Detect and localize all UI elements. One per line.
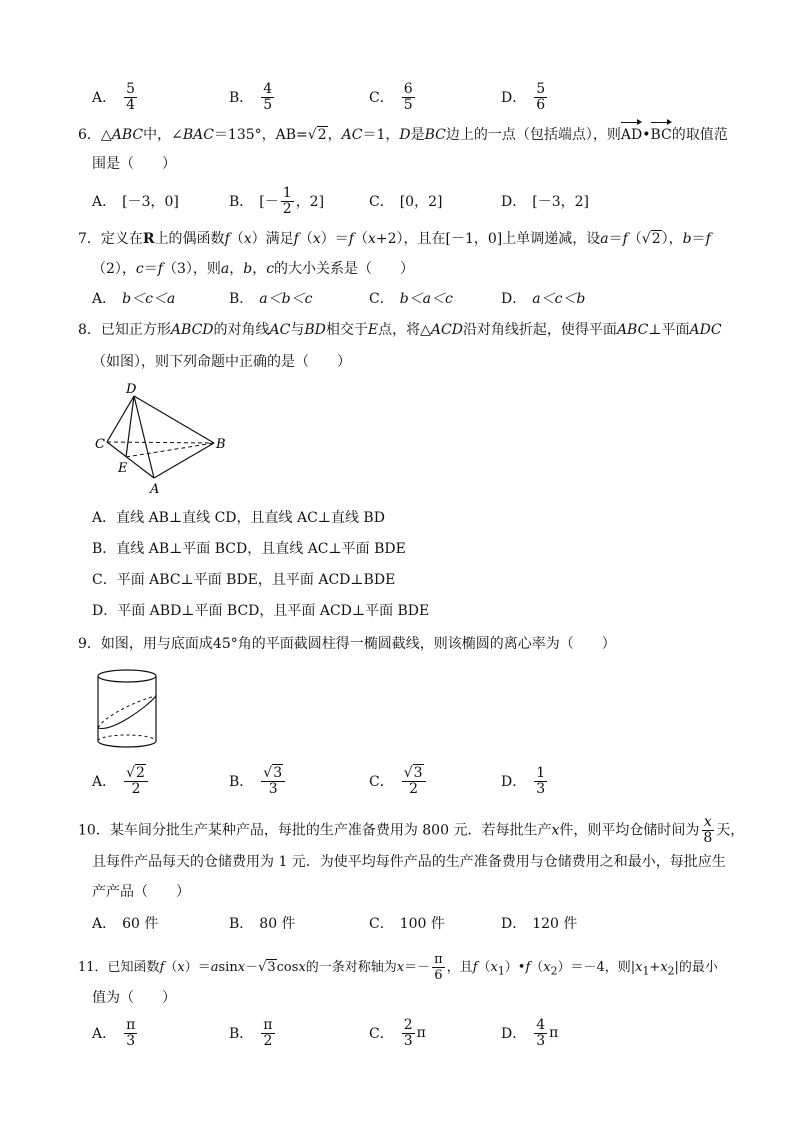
option-label: C． [369, 194, 394, 210]
option-label: C． [369, 90, 394, 106]
q7-option-c[interactable]: C． b＜a＜c [369, 281, 453, 315]
option-label: A． [92, 916, 117, 932]
q6-options [92, 184, 712, 218]
fraction: $\frac{√3}{2}$ [402, 766, 426, 797]
option-label: B． [229, 1026, 254, 1042]
q9-options [92, 764, 712, 798]
q5-option-c[interactable] [369, 80, 417, 114]
q8-stem-line1: 8．已知正方形ABCD的对角线AC与BD相交于E点，将△ACD沿对角线折起，使得平面ABC⊥平面ADC [78, 322, 722, 338]
question-number: 11． [78, 960, 108, 975]
fraction: $\frac{1}{2}$ [282, 184, 292, 217]
label-e: E [118, 461, 128, 476]
label-d: D [126, 382, 137, 397]
fraction: $\frac{x}{8}$ [703, 814, 713, 846]
q11-stem-line1: 11．已知函数f（x）＝asinx－√3cosx的一条对称轴为x＝－ $\frac{\pi}{6}$ ，且$f(x_1)•f(x_2)=-4$，则$|x_1+x_2|$的最小 [78, 952, 718, 983]
fraction: $\frac{\pi}{3}$ [126, 1016, 136, 1049]
q7-option-a[interactable]: A． b＜c＜a [92, 281, 175, 315]
q11-option-b[interactable] [229, 1016, 277, 1050]
q10-stem-line1: 10．某车间分批生产某种产品，每批的生产准备费用为 800 元．若每批生产x件，则平均仓储时间为 $\frac{x}{8}$ 天， [78, 814, 745, 846]
q9-option-d[interactable] [501, 764, 549, 798]
label-b: B [216, 437, 226, 452]
q8-option-c[interactable]: C．平面 ABC⊥平面 BDE，且平面 ACD⊥BDE [92, 572, 396, 588]
option-label: C． [92, 572, 117, 588]
fraction: $\frac{5}{6}$ [536, 80, 546, 113]
q11-option-c[interactable]: C． $\frac{2}{3}$ π [369, 1016, 426, 1049]
fraction: $\frac{\pi}{6}$ [434, 952, 443, 983]
q5-option-a[interactable] [92, 80, 139, 114]
q10-option-d[interactable]: D． 120 件 [501, 906, 577, 940]
q7-options [92, 281, 712, 315]
fraction: $\frac{2}{3}$ [403, 1016, 413, 1049]
q10-stem-line3: 产产品（ ） [92, 884, 190, 900]
q9-option-b[interactable] [229, 764, 287, 798]
option-label: C． [369, 1026, 394, 1042]
fraction: $\frac{\pi}{2}$ [263, 1016, 273, 1049]
q10-option-b[interactable]: B． 80 件 [229, 906, 296, 940]
question-number: 9． [78, 636, 101, 652]
option-label: A． [92, 1026, 117, 1042]
question-number: 10． [78, 822, 110, 839]
question-number: 6． [78, 127, 101, 143]
q6-option-d[interactable]: D． [－3，2] [501, 184, 589, 218]
sqrt: √2 [307, 127, 327, 143]
vector-ad: AD [621, 122, 642, 145]
q5-option-b[interactable] [229, 80, 276, 114]
option-label: C． [369, 291, 394, 307]
fraction: $\frac{4}{3}$ [536, 1016, 546, 1049]
option-label: D． [92, 603, 118, 619]
option-label: B． [229, 291, 254, 307]
q5-options [92, 80, 712, 114]
option-label: A． [92, 90, 117, 106]
fraction: $\frac{√3}{3}$ [261, 766, 285, 797]
q10-options [92, 906, 712, 940]
option-label: D． [501, 916, 527, 932]
vector-bc: BC [651, 122, 672, 145]
q11-option-d[interactable]: D． $\frac{4}{3}$ π [501, 1016, 559, 1049]
q8-option-d[interactable]: D．平面 ABD⊥平面 BCD，且平面 ACD⊥平面 BDE [92, 603, 430, 619]
q7-stem-line1: 7．定义在R上的偶函数f（x）满足f（x）＝f（x+2），且在[－1，0]上单调递减，设a＝f（√2），b＝f [78, 231, 711, 247]
option-label: B． [229, 916, 254, 932]
option-label: D． [501, 90, 527, 106]
q5-option-d[interactable] [501, 80, 549, 114]
option-label: B． [92, 541, 117, 557]
option-label: A． [92, 510, 117, 526]
label-a: A [150, 482, 160, 497]
q10-option-c[interactable]: C． 100 件 [369, 906, 445, 940]
option-label: D． [501, 1026, 527, 1042]
q11-option-a[interactable] [92, 1016, 139, 1050]
q6-option-a[interactable]: A． [－3，0] [92, 184, 179, 218]
option-label: B． [229, 774, 254, 790]
q7-option-b[interactable]: B． a＜b＜c [229, 281, 312, 315]
q8-stem-line2: （如图），则下列命题中正确的是（ ） [92, 354, 351, 370]
q8-option-b[interactable]: B．直线 AB⊥平面 BCD，且直线 AC⊥平面 BDE [92, 541, 406, 557]
fraction: $\frac{√2}{2}$ [124, 766, 148, 797]
q7-option-d[interactable]: D． a＜c＜b [501, 281, 585, 315]
label-c: C [95, 437, 105, 452]
fraction: $\frac{5}{4}$ [126, 80, 136, 113]
option-label: D． [501, 291, 527, 307]
fraction: $\frac{1}{3}$ [536, 764, 546, 797]
option-label: B． [229, 194, 254, 210]
q11-stem-line2: 值为（ ） [92, 990, 176, 1006]
option-label: B． [229, 90, 254, 106]
question-number: 8． [78, 322, 101, 338]
q6-option-c[interactable]: C． [0，2] [369, 184, 442, 218]
q7-stem-line2: （2），c＝f（3），则a，b，c的大小关系是（ ） [92, 261, 415, 277]
option-label: A． [92, 291, 117, 307]
option-label: C． [369, 916, 394, 932]
q6-stem-line2: 围是（ ） [92, 156, 176, 172]
q9-stem: 9．如图，用与底面成45°角的平面截圆柱得一椭圆截线，则该椭圆的离心率为（ ） [78, 636, 616, 652]
q6-option-b[interactable]: B． [－ $\frac{1}{2}$ ，2] [229, 184, 325, 217]
sqrt: √2 [641, 231, 661, 247]
option-label: D． [501, 774, 527, 790]
fraction: $\frac{4}{5}$ [263, 80, 273, 113]
q10-stem-line2: 且每件产品每天的仓储费用为 1 元．为使平均每件产品的生产准备费用与仓储费用之和最小，每批应生 [92, 854, 726, 870]
q6-stem-line1: 6．△ABC中，∠BAC＝135°，AB=√2，AC＝1，D是BC边上的一点（包括端点），则AD•BC的取值范 [78, 122, 728, 145]
q10-option-a[interactable]: A． 60 件 [92, 906, 158, 940]
q9-option-a[interactable] [92, 764, 150, 798]
q8-tetrahedron-figure [92, 382, 232, 500]
option-label: A． [92, 774, 117, 790]
question-number: 7． [78, 231, 101, 247]
fraction: $\frac{6}{5}$ [403, 80, 413, 113]
q9-option-c[interactable] [369, 764, 428, 798]
sqrt: √3 [258, 960, 276, 975]
q9-cylinder-figure [94, 666, 164, 752]
option-label: C． [369, 774, 394, 790]
q11-options [92, 1016, 712, 1050]
option-label: D． [501, 194, 527, 210]
option-label: A． [92, 194, 117, 210]
q8-option-a[interactable]: A．直线 AB⊥直线 CD，且直线 AC⊥直线 BD [92, 510, 385, 526]
